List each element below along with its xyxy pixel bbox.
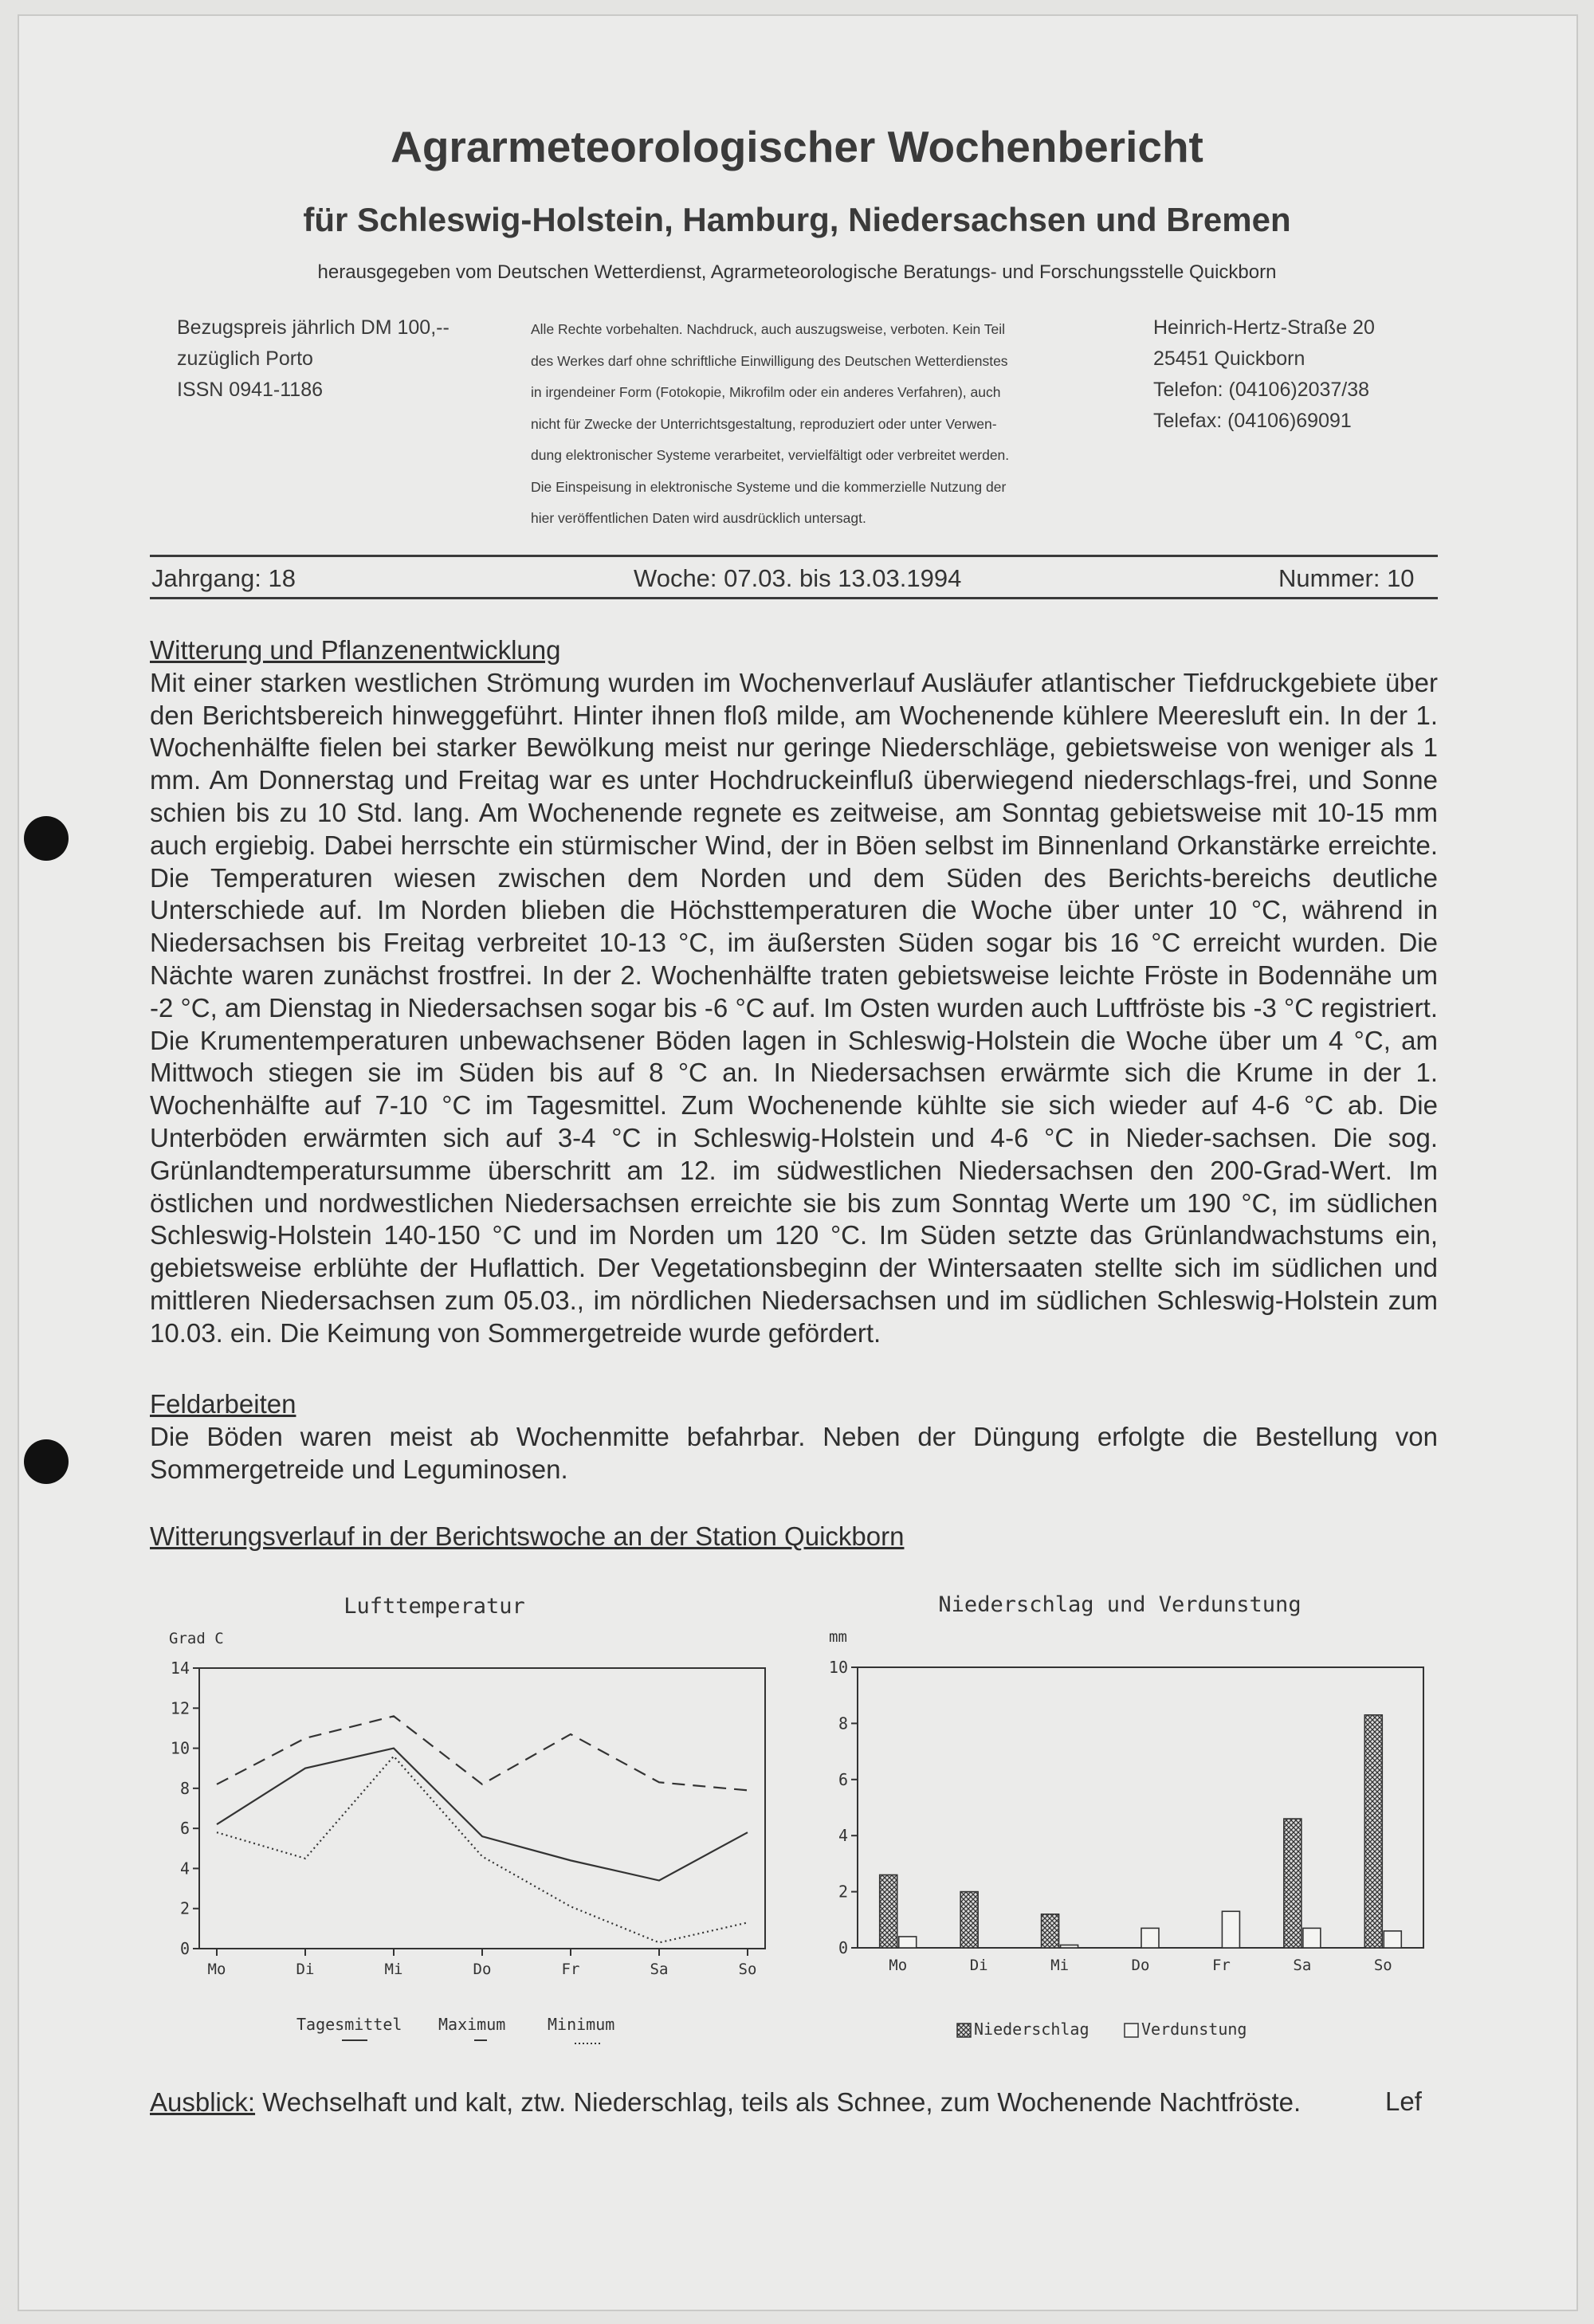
x-tick-label: Di — [296, 1961, 315, 1978]
y-tick-label: 14 — [170, 1659, 190, 1678]
section-feldarbeiten — [150, 1388, 1438, 1486]
y-tick-label: 2 — [179, 1898, 190, 1918]
legend-marker-empty — [1124, 2023, 1140, 2039]
x-tick-label: So — [1373, 1957, 1392, 1974]
rights-notice — [531, 314, 1137, 535]
y-axis-label: mm — [829, 1628, 847, 1646]
y-tick-label: 4 — [179, 1859, 190, 1878]
series-line-tagesmittel — [217, 1749, 748, 1881]
rights-line: in irgendeiner Form (Fotokopie, Mikrofilm oder ein anderes Verfahren), auch — [531, 384, 1001, 400]
bar-verdunstung — [1303, 1928, 1321, 1948]
bar-verdunstung — [899, 1937, 917, 1948]
chart-title: Lufttemperatur — [344, 1594, 525, 1619]
bar-niederschlag — [960, 1892, 978, 1948]
plot-frame — [858, 1667, 1423, 1948]
y-tick-label: 0 — [179, 1939, 190, 1958]
jahrgang: Jahrgang: 18 — [151, 564, 296, 592]
legend-line-markers — [339, 2037, 602, 2048]
subscription-info — [177, 312, 450, 406]
legend-maximum: Maximum — [438, 2015, 506, 2034]
bar-verdunstung — [1061, 1945, 1078, 1948]
section-paragraph: Mit einer starken westlichen Strömung wurden im Wochenverlauf Ausläufer atlantischer Tiefdruckgebiete über den Berichtsbereich hinweggeführt. Hinter ihnen floß milde, am Wochenende kühlere Meeresluft ein. In der 1. Wochenhälfte fielen bei starker Bewölkung meist nur geringe Niederschläge, gebietsweise von weniger als 1 mm. Am Donnerstag und Freitag war es unter Hochdruckeinfluß überwiegend niederschlags-frei, und Sonne schien bis zu 10 Std. lang. Am Wochenende regnete es zeitweise, am Sonntag gebietsweise mit 10-15 mm auch ergiebig. Dabei herrschte ein stürmischer Wind, der in Böen selbst im Binnenland Orkanstärke erreichte. Die Temperaturen wiesen zwischen dem Norden und dem Süden des Berichts-bereichs deutliche Unterschiede auf. Im Norden blieben die Höchsttemperaturen die Woche über unter 10 °C, während in Niedersachsen bis Freitag verbreitet 10-13 °C, im äußersten Süden sogar bis 16 °C erreicht wurden. Die Nächte waren zunächst frostfrei. In der 2. Wochenhälfte traten gebietsweise leichte Fröste in Bodennähe um -2 °C, am Dienstag in Niedersachsen sogar bis -6 °C auf. Im Osten wurden auch Luftfröste bis -3 °C registriert. Die Krumentemperaturen unbewachsener Böden lagen in Schleswig-Holstein die Woche über um 4 °C, am Mittwoch stiegen sie im Süden bis auf 8 °C an. In Niedersachsen erwärmte sich die Krume in der 1. Wochenhälfte auf 7-10 °C im Tagesmittel. Zum Wochenende kühlte sie sich wieder auf 4-6 °C ab. Die Unterböden erwärmten sich auf 3-4 °C in Schleswig-Holstein und 4-6 °C in Nieder-sachsen. Die sog. Grünlandtemperatursumme überschritt am 12. im südwestlichen Niedersachsen den 200-Grad-Wert. Im östlichen und nordwestlichen Niedersachsen erreichte sie bis zum Sonntag Werte um 190 °C, im südlichen Schleswig-Holstein 140-150 °C und im Norden um 120 °C. Im Süden setzte das Grünlandwachstums ein, gebietsweise erblühte der Huflattich. Der Vegetationsbeginn der Wintersaaten stellte sich im südlichen und mittleren Niedersachsen zum 05.03., im nördlichen Niedersachsen und im südlichen Schleswig-Holstein zum 10.03. ein. Die Keimung von Sommergetreide wurde gefördert. — [150, 667, 1438, 1348]
y-tick-label: 0 — [838, 1938, 848, 1957]
rights-line: nicht für Zwecke der Unterrichtsgestaltung, reproduziert oder unter Verwen- — [531, 415, 997, 432]
y-tick-label: 6 — [838, 1769, 848, 1789]
address-line: Heinrich-Hertz-Straße 20 — [1153, 316, 1375, 339]
y-tick-label: 10 — [170, 1738, 190, 1758]
x-tick-label: Sa — [650, 1961, 669, 1978]
y-tick-label: 4 — [838, 1826, 848, 1846]
legend-minimum: Minimum — [548, 2015, 615, 2034]
section-witterung — [150, 634, 1438, 1350]
week-range: Woche: 07.03. bis 13.03.1994 — [634, 564, 962, 592]
rights-line: hier veröffentlichen Daten wird ausdrücklich untersagt. — [531, 510, 866, 526]
precipitation-chart — [813, 1586, 1451, 2048]
rights-line: des Werkes darf ohne schriftliche Einwilligung des Deutschen Wetterdienstes — [531, 352, 1008, 369]
legend-tagesmittel: Tagesmittel — [296, 2015, 402, 2034]
legend-verdunstung: Verdunstung — [1141, 2020, 1247, 2039]
legend-niederschlag: Niederschlag — [974, 2020, 1089, 2039]
report-title: Agrarmeteorologischer Wochenbericht — [391, 122, 1203, 171]
x-tick-label: Mi — [384, 1961, 403, 1978]
y-tick-label: 2 — [838, 1882, 848, 1902]
y-tick-label: 12 — [170, 1698, 190, 1718]
x-tick-label: Mo — [207, 1961, 226, 1978]
subscription-line: zuzüglich Porto — [177, 347, 313, 370]
bar-niederschlag — [1364, 1715, 1382, 1948]
rule-top — [150, 555, 1438, 557]
issue-number: Nummer: 10 — [1278, 564, 1415, 592]
series-line-maximum — [217, 1716, 748, 1790]
address-line: 25451 Quickborn — [1153, 347, 1305, 370]
signature: Lef — [1385, 2086, 1422, 2116]
section-heading: Feldarbeiten — [150, 1389, 296, 1419]
ausblick-label: Ausblick: — [150, 2087, 256, 2117]
x-tick-label: Fr — [1211, 1957, 1231, 1974]
ausblick-text: Wechselhaft und kalt, ztw. Niederschlag, teils als Schnee, zum Wochenende Nachtfröste. — [255, 2087, 1302, 2117]
address-line: Telefax: (04106)69091 — [1153, 410, 1352, 432]
ausblick — [150, 2086, 1438, 2119]
charts-heading — [150, 1521, 1438, 1553]
bar-verdunstung — [1222, 1911, 1239, 1948]
x-tick-label: Mi — [1050, 1957, 1070, 1974]
chart-title: Niederschlag und Verdunstung — [938, 1592, 1302, 1617]
rights-line: Die Einspeisung in elektronische Systeme und die kommerzielle Nutzung der — [531, 478, 1007, 495]
bar-niederschlag — [880, 1875, 897, 1948]
y-tick-label: 10 — [828, 1658, 848, 1677]
address-block — [1153, 312, 1375, 437]
y-tick-label: 6 — [179, 1819, 190, 1839]
x-tick-label: Mo — [889, 1957, 908, 1974]
legend-marker-hatched — [956, 2023, 972, 2039]
bar-verdunstung — [1141, 1928, 1159, 1948]
publisher-line: herausgegeben vom Deutschen Wetterdienst, Agrarmeteorologische Beratungs- und Forschungsstelle Quickborn — [317, 261, 1277, 283]
rights-line: dung elektronischer Systeme verarbeitet, vervielfältigt oder verbreitet werden. — [531, 447, 1010, 463]
temperature-chart — [151, 1586, 789, 2048]
punch-hole-upper — [24, 816, 69, 861]
x-tick-label: Sa — [1293, 1957, 1312, 1974]
section-paragraph: Die Böden waren meist ab Wochenmitte befahrbar. Neben der Düngung erfolgte die Bestellung von Sommergetreide und Leguminosen. — [150, 1421, 1438, 1484]
y-tick-label: 8 — [179, 1778, 190, 1798]
y-tick-label: 8 — [838, 1714, 848, 1733]
rights-line: Alle Rechte vorbehalten. Nachdruck, auch auszugsweise, verboten. Kein Teil — [531, 321, 1006, 337]
y-axis-label: Grad C — [169, 1630, 224, 1647]
section-heading: Witterungsverlauf in der Berichtswoche an der Station Quickborn — [150, 1521, 905, 1551]
bar-niederschlag — [1284, 1819, 1302, 1948]
subscription-line: ISSN 0941-1186 — [177, 379, 323, 401]
x-tick-label: Di — [969, 1957, 988, 1974]
plot-frame — [199, 1668, 765, 1949]
bar-niederschlag — [1042, 1914, 1059, 1948]
bar-verdunstung — [1384, 1931, 1401, 1948]
x-tick-label: Fr — [561, 1961, 580, 1978]
subscription-line: Bezugspreis jährlich DM 100,-- — [177, 316, 450, 339]
address-line: Telefon: (04106)2037/38 — [1153, 379, 1370, 401]
report-subtitle: für Schleswig-Holstein, Hamburg, Niedersachsen und Bremen — [303, 201, 1291, 238]
x-tick-label: Do — [1131, 1957, 1150, 1974]
section-heading: Witterung und Pflanzenentwicklung — [150, 635, 561, 665]
punch-hole-lower — [24, 1439, 69, 1484]
x-tick-label: So — [738, 1961, 757, 1978]
rule-bottom — [150, 597, 1438, 599]
x-tick-label: Do — [473, 1961, 492, 1978]
